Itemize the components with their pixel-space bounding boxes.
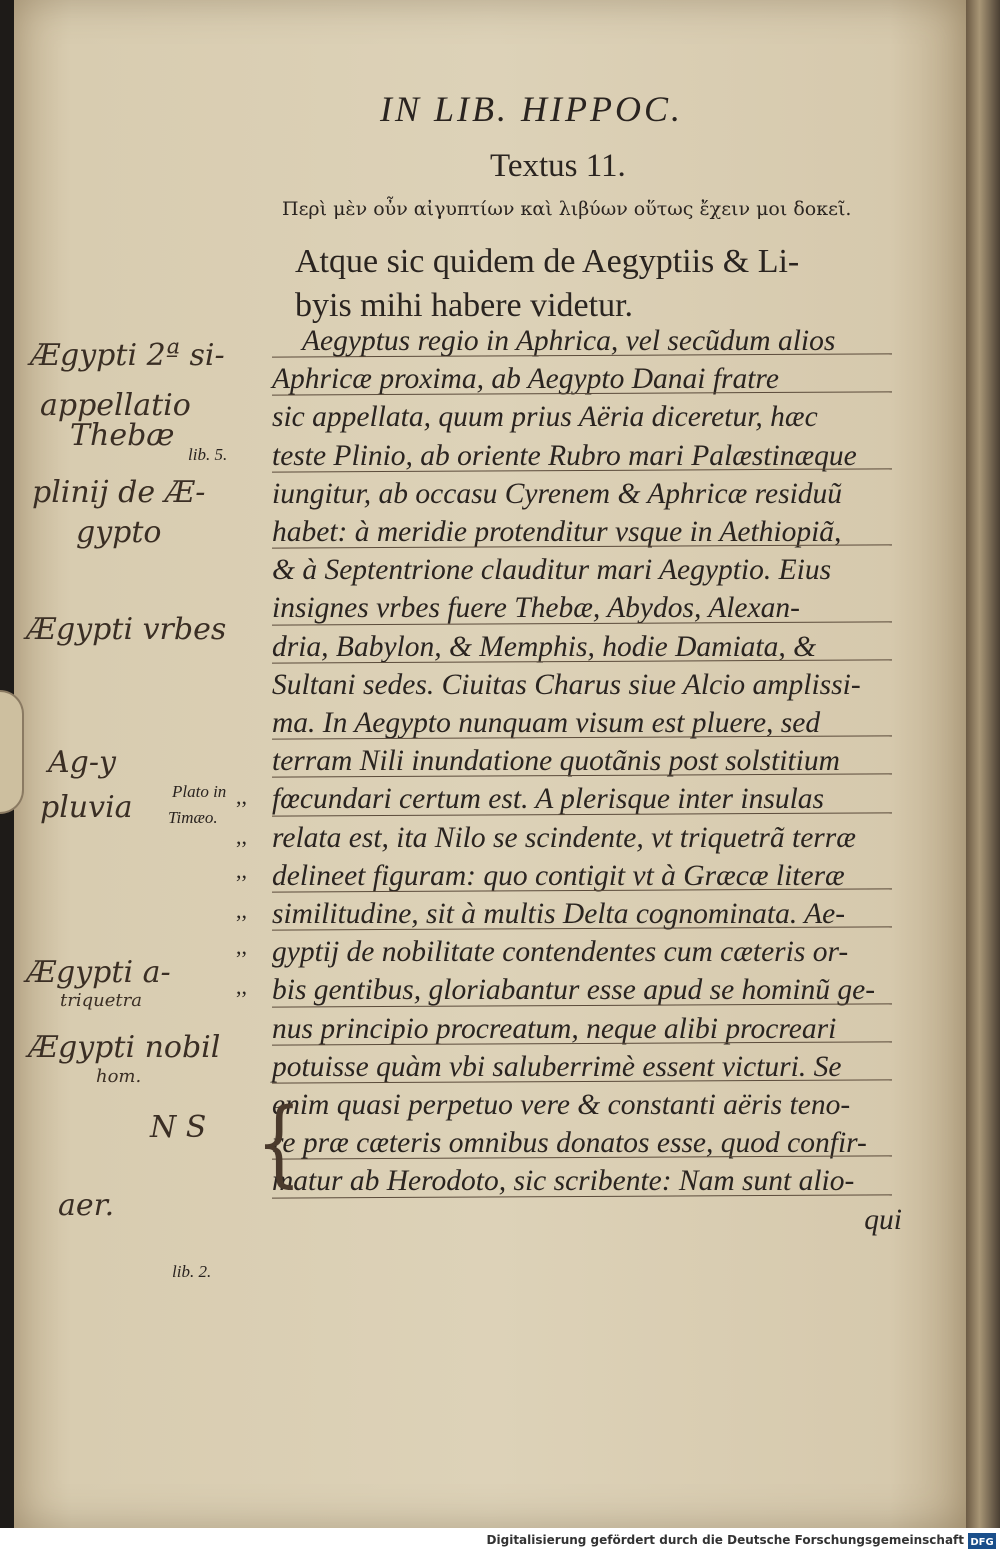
handwritten-note: gypto (76, 515, 162, 550)
commentary-line: Aphricæ proxima, ab Aegypto Danai fratre (272, 360, 912, 398)
handwritten-note: pluvia (40, 790, 133, 825)
commentary-line: enim quasi perpetuo vere & constanti aëris teno- (272, 1089, 851, 1122)
commentary-line: habet: à meridie protenditur vsque in Aethiopiã, (272, 513, 912, 551)
commentary-line: Sultani sedes. Ciuitas Charus siue Alcio amplissi- (272, 668, 861, 701)
commentary-line: & à Septentrione clauditur mari Aegyptio. Eius (272, 554, 832, 587)
latin-lemma (295, 240, 915, 328)
dfg-logo-icon (968, 1532, 996, 1550)
quote-mark: ,, (236, 974, 247, 999)
greek-lemma: Περὶ μὲν οὖν αἰγυπτίων καὶ λιβύων οὕτως ἔχειν μοι δοκεῖ. (282, 198, 852, 220)
dfg-logo-text: DFG (970, 1537, 994, 1548)
digitization-footer (0, 1528, 1000, 1555)
handwritten-note: Thebæ (70, 418, 175, 453)
commentary-line: gyptij de nobilitate contendentes cum cæteris or- (272, 936, 849, 969)
commentary-line: relata est, ita Nilo se scindente, vt triquetrã terræ (272, 821, 856, 854)
commentary-line: bis gentibus, gloriabantur esse apud se hominũ ge- (272, 971, 912, 1009)
commentary-line: re præ cæteris omnibus donatos esse, quod confir- (272, 1124, 912, 1162)
commentary-line: similitudine, sit à multis Delta cognominata. Ae- (272, 895, 912, 933)
commentary-line: teste Plinio, ab oriente Rubro mari Palæstinæque (272, 437, 912, 475)
commentary-line: insignes vrbes fuere Thebæ, Abydos, Alexan- (272, 589, 912, 627)
handwritten-note: triquetra (60, 990, 142, 1011)
quote-mark: ,, (236, 898, 247, 923)
quote-mark: ,, (236, 784, 247, 809)
commentary-text (272, 322, 912, 1239)
margin-note-plato: Plato in (172, 782, 227, 801)
margin-note-lib2: lib. 2. (172, 1262, 212, 1281)
binding-tab (0, 690, 24, 814)
commentary-line: terram Nili inundatione quotãnis post solstitium (272, 742, 912, 780)
quote-mark: ,, (236, 934, 247, 959)
section-title: Textus 11. (490, 148, 626, 184)
commentary-line: iungitur, ab occasu Cyrenem & Aphricæ residuũ (272, 477, 843, 510)
commentary-line: ma. In Aegypto nunquam visum est pluere, sed (272, 704, 912, 742)
handwritten-brace: { (256, 1087, 302, 1197)
handwritten-note: Ægypti 2ª si- (30, 338, 225, 373)
commentary-line: dria, Babylon, & Memphis, hodie Damiata, & (272, 628, 912, 666)
lemma-line: byis mihi habere videtur. (295, 287, 634, 324)
quote-mark: ,, (236, 858, 247, 883)
commentary-line: Aegyptus regio in Aphrica, vel secũdum alios (272, 322, 912, 360)
commentary-line: delineet figuram: quo contigit vt à Græcæ literæ (272, 857, 912, 895)
handwritten-note: hom. (96, 1066, 142, 1087)
margin-note-timaeo: Timæo. (168, 808, 218, 827)
commentary-line: potuisse quàm vbi saluberrimè essent victuri. Se (272, 1048, 912, 1086)
lemma-line: Atque sic quidem de Aegyptiis & Li- (295, 243, 800, 280)
handwritten-note: Ægypti vrbes (26, 612, 227, 647)
commentary-line: nus principio procreatum, neque alibi procreari (272, 1010, 912, 1048)
handwritten-note: Ægypti a- (26, 955, 171, 990)
running-head: IN LIB. HIPPOC. (380, 89, 683, 129)
commentary-line: matur ab Herodoto, sic scribente: Nam sunt alio- (272, 1162, 912, 1200)
catchword: qui (864, 1203, 902, 1236)
handwritten-note: Ag-y (48, 745, 116, 780)
quote-mark: ,, (236, 824, 247, 849)
handwritten-note: N S (150, 1110, 207, 1145)
handwritten-note: plinij de Æ- (32, 475, 206, 510)
commentary-line: sic appellata, quum prius Aëria diceretur, hæc (272, 401, 818, 434)
commentary-line: fœcundari certum est. A plerisque inter insulas (272, 780, 912, 818)
book-edge (966, 0, 1000, 1528)
margin-note-lib5: lib. 5. (188, 445, 228, 464)
handwritten-note: appellatio (40, 388, 191, 423)
handwritten-note: aer. (58, 1188, 115, 1223)
handwritten-note: Ægypti nobil (28, 1030, 221, 1065)
footer-credit: Digitalisierung gefördert durch die Deutsche Forschungsgemeinschaft (486, 1533, 964, 1547)
